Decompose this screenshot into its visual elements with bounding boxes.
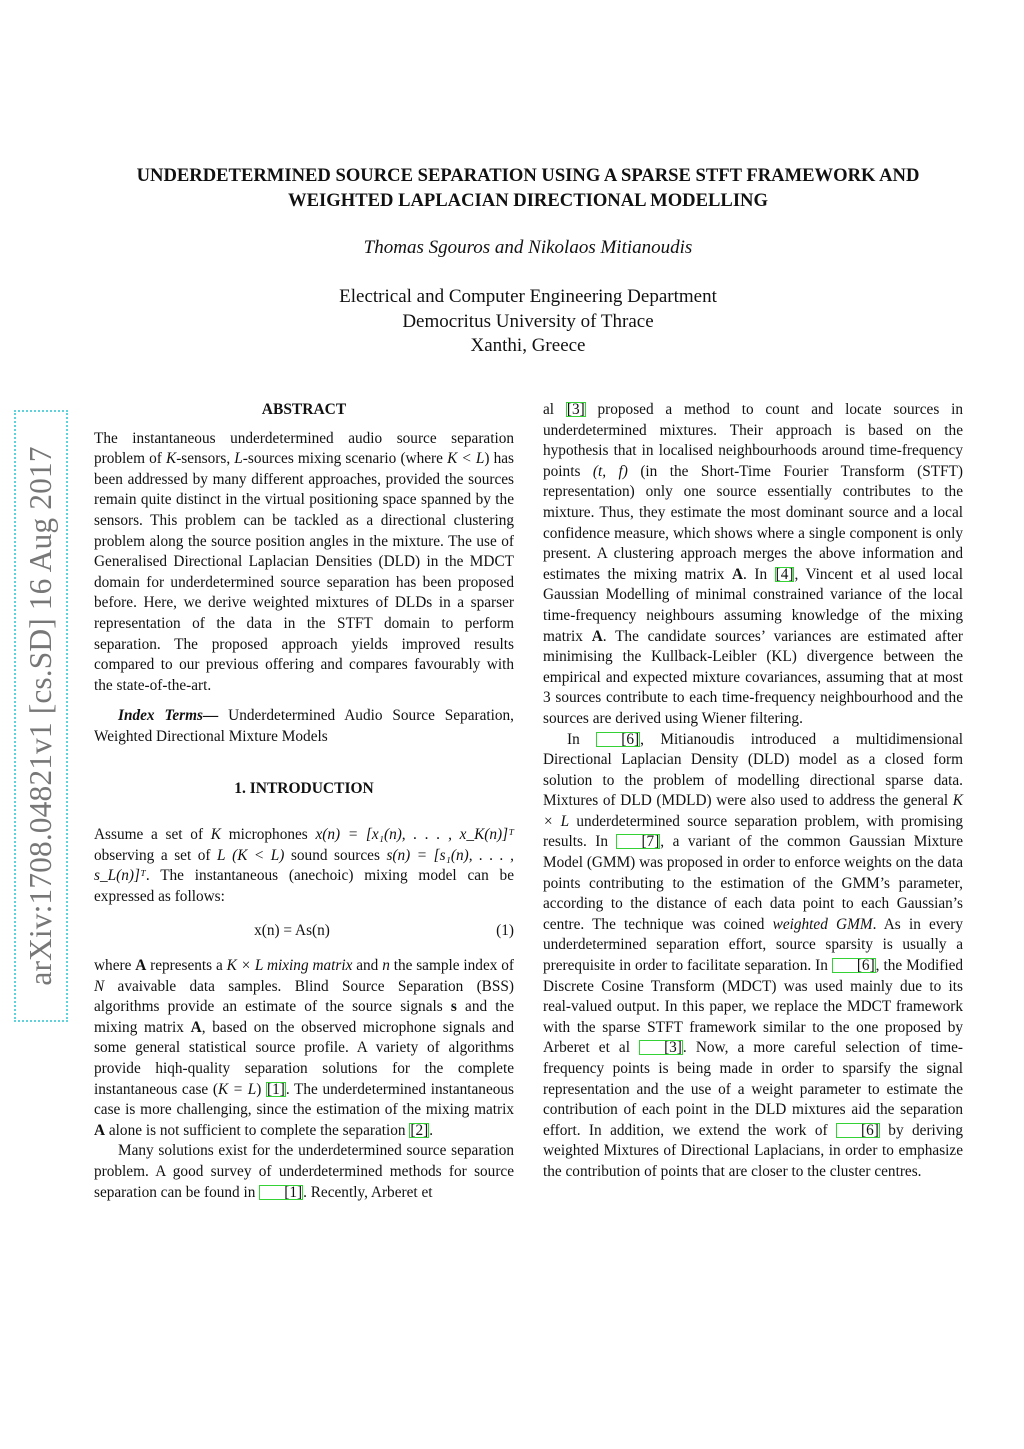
right-column: [543, 400, 963, 1183]
intro-paragraph-2: where A represents a K × L mixing matrix and n the sample index of N avaivable data samples. Blind Source Separation (BSS) algorithms provide an estimate of the source signals s and the mixing matrix A, based on the observed microphone signals and some general statistical source profile. A variety of algorithms provide hiqh-quality separation solutions for the complete instantaneous case (K = L) [1]. The underdetermined instantaneous case is more challenging, since the estimation of the mixing matrix A alone is not sufficient to complete the separation [2].: [94, 957, 514, 1139]
equation-1: [94, 921, 514, 942]
arxiv-identifier-text: arXiv:1708.04821v1 [cs.SD] 16 Aug 2017: [23, 446, 58, 986]
affiliation-line-3: Xanthi, Greece: [470, 335, 586, 356]
introduction-heading: 1. INTRODUCTION: [234, 779, 374, 797]
abstract-heading: ABSTRACT: [261, 401, 347, 418]
citation-link[interactable]: [6]: [836, 1123, 880, 1138]
affiliation: [0, 285, 1024, 359]
equation-number: (1): [496, 922, 514, 940]
equation-body: x(n) = As(n): [254, 922, 330, 940]
authors: Thomas Sgouros and Nikolaos Mitianoudis: [363, 237, 693, 258]
left-column: [94, 400, 514, 1203]
citation-link[interactable]: [1]: [259, 1185, 303, 1200]
right-paragraph-2: In [6], Mitianoudis introduced a multidimensional Directional Laplacian Density (DLD) model as a closed form solution to the problem of modelling directional sparse data. Mixtures of DLD (MDLD) were also used to address the general K × L underdetermined source separation problem, with promising results. In [7], a variant of the common Gaussian Mixture Model (GMM) was proposed in order to enforce weights on the data points contributing to the estimation of the GMM’s parameter, according to the distance of each data point to each Gaussian’s centre. The technique was coined weighted GMM. As in every underdetermined separation effort, source sparsity is usually a prerequisite in order to facilitate separation. In [6], the Modified Discrete Cosine Transform (MDCT) was used mainly due to its real-valued output. In this paper, we replace the MDCT framework with the sparse STFT framework similar to the one proposed by Arberet et al [3]. Now, a more careful selection of time-frequency points is being made in order to sparsify the signal representation and the use of a weight parameter to estimate the contribution of each point in the DLD mixtures aid the separation effort. In addition, we extend the work of [6] by deriving weighted Mixtures of Directional Laplacians, in order to emphasize the contribution of points that are closer to the cluster centres.: [543, 730, 964, 1180]
index-terms-label: Index Terms—: [118, 707, 219, 725]
citation-link[interactable]: [4]: [775, 565, 794, 583]
right-paragraph-1: al [3] proposed a method to count and locate sources in underdetermined mixtures. Their approach is based on the hypothesis that in localised neighbourhoods around time-frequency points (t, f) (in the Short-Time Fourier Transform (STFT) representation) only one source essentially contributes to the mixture. Thus, they estimate the most dominant source and a local confidence measure, which shows where a single component is only present. A clustering approach merges the above information and estimates the mixing matrix A. In [4], Vincent et al used local Gaussian Modelling of minimal constrained variance of the local time-frequency neighbours assuming knowledge of the mixing matrix A. The candidate sources’ variances are estimated after minimising the Kullback-Leibler (KL) divergence between the empirical and expected mixture covariances, assuming that at most 3 sources contribute to each time-frequency neighbourhood and the sources are derived using Wiener filtering.: [543, 401, 963, 727]
citation-link[interactable]: [7]: [616, 834, 660, 849]
affiliation-line-2: Democritus University of Thrace: [402, 310, 654, 332]
index-terms: Index Terms— Underdetermined Audio Source Separation, Weighted Directional Mixture Models: [94, 707, 515, 745]
abstract-text: The instantaneous underdetermined audio source separation problem of K-sensors, L-sources mixing scenario (where K < L) has been addressed by many different approaches, provided the sources remain quite distinct in the virtual positioning space spanned by the sensors. This problem can be tackled as a directional clustering problem along the source position angles in the mixture. The use of Generalised Directional Laplacian Densities (DLD) in the MDCT domain for underdetermined source separation has been proposed before. Here, we derive weighted mixtures of DLDs in a sparser representation of the data in the STFT domain to perform separation. The proposed approach yields improved results compared to our previous offering and compares favourably with the state-of-the-art.: [94, 429, 514, 694]
paper-title: [80, 163, 976, 213]
citation-link[interactable]: [2]: [410, 1121, 429, 1139]
citation-link[interactable]: [3]: [566, 401, 585, 418]
affiliation-line-1: Electrical and Computer Engineering Department: [339, 286, 717, 307]
intro-paragraph-1: Assume a set of K microphones x(n) = [x₁(n), . . . , x_K(n)]ᵀ observing a set of L (K < L) sound sources s(n) = [s₁(n), . . . , s_L(n)]ᵀ. The instantaneous (anechoic) mixing model can be expressed as follows:: [94, 826, 514, 905]
citation-link[interactable]: [1]: [267, 1080, 285, 1098]
title-line-1: UNDERDETERMINED SOURCE SEPARATION USING A SPARSE STFT FRAMEWORK AND: [136, 165, 920, 186]
arxiv-identifier-stamp[interactable]: [14, 410, 68, 1022]
citation-link[interactable]: [6]: [596, 732, 640, 747]
citation-link[interactable]: [3]: [639, 1040, 683, 1055]
title-line-2: WEIGHTED LAPLACIAN DIRECTIONAL MODELLING: [288, 190, 768, 211]
citation-link[interactable]: [6]: [832, 958, 876, 973]
intro-paragraph-3: Many solutions exist for the underdetermined source separation problem. A good survey of underdetermined methods for source separation can be found in [1]. Recently, Arberet et: [94, 1142, 514, 1201]
